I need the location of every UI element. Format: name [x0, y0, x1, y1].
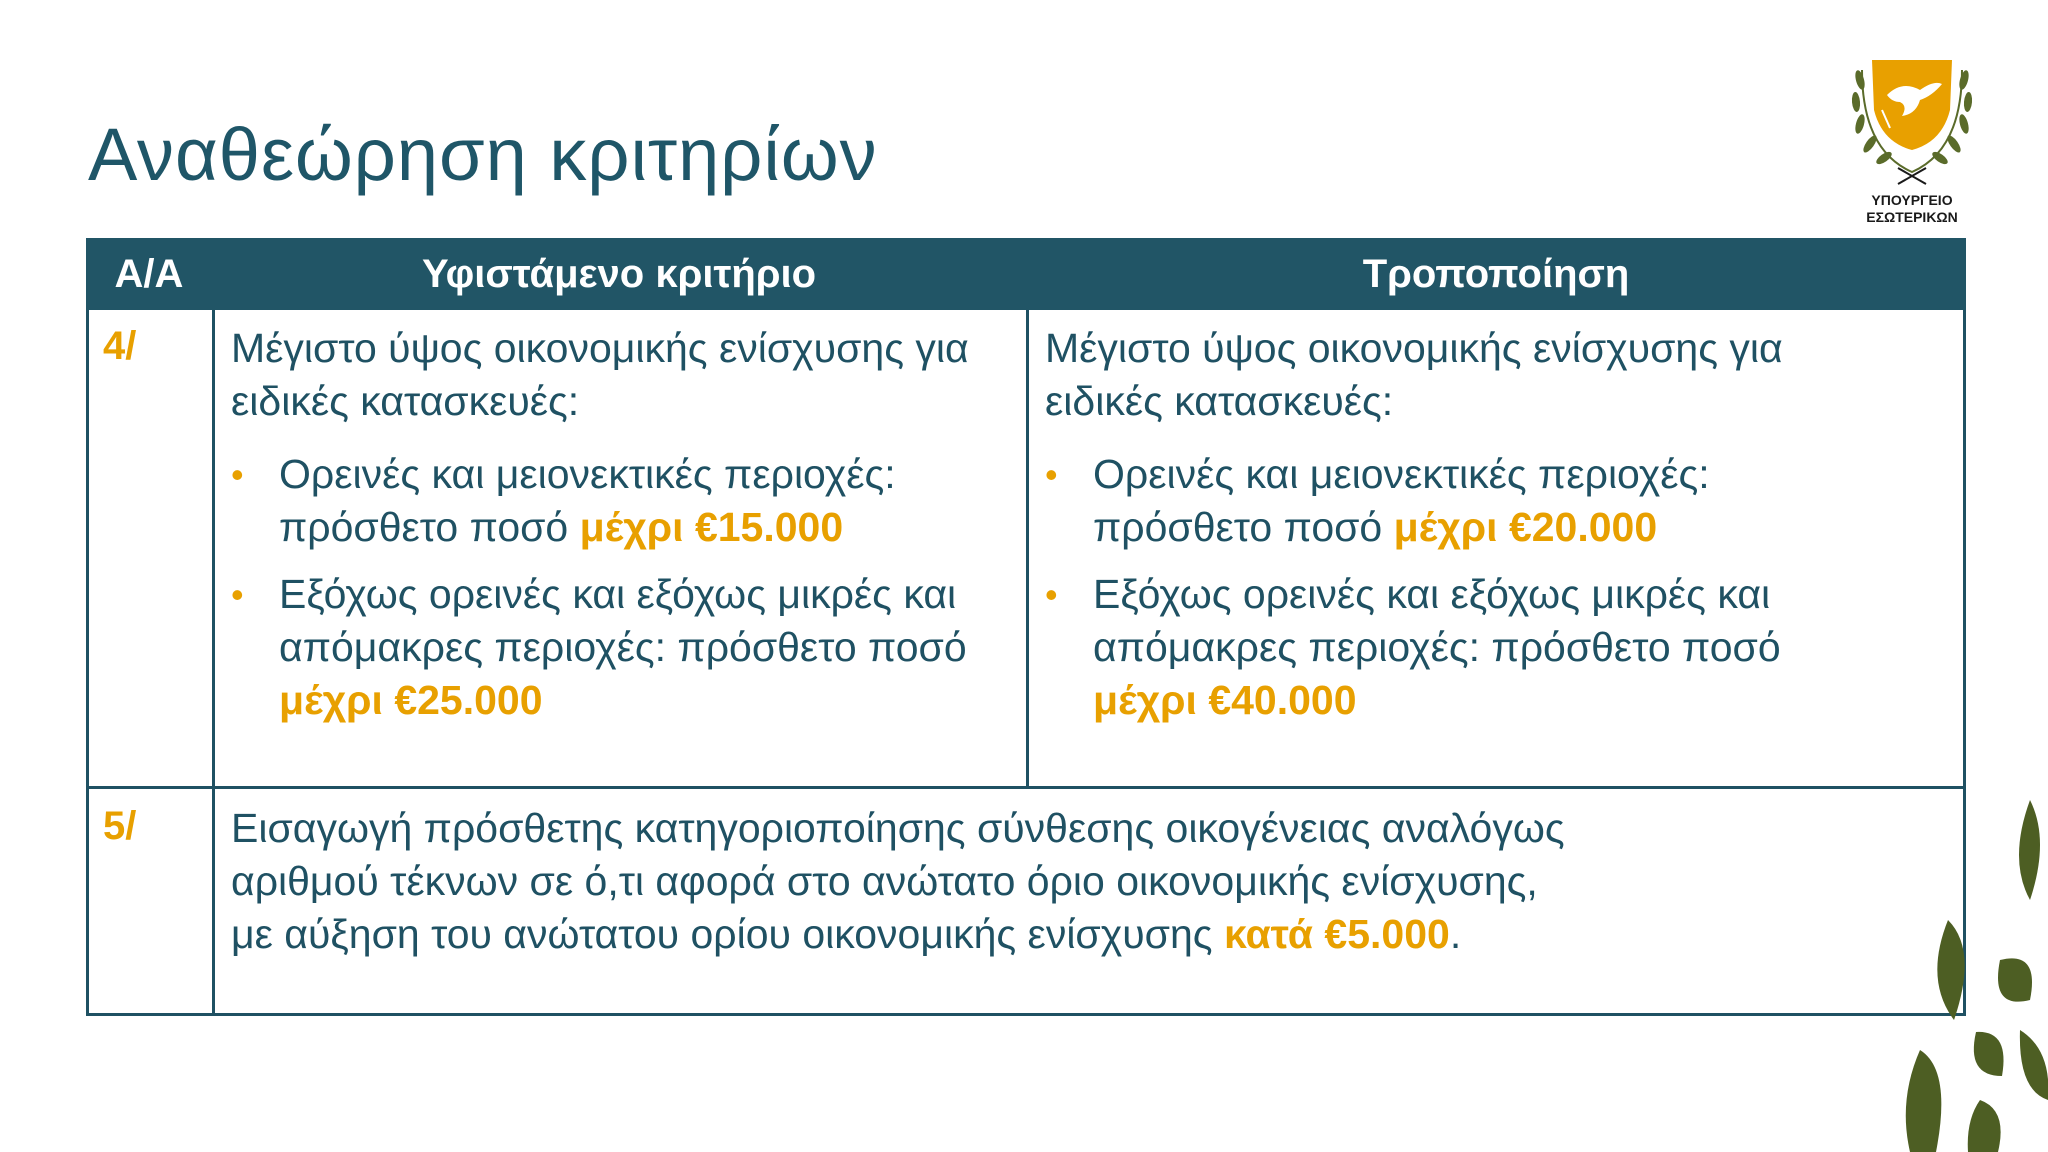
bullet-icon: • [1045, 574, 1058, 615]
ministry-logo [1842, 50, 1982, 230]
ministry-name-line2: ΕΣΩΤΕΡΙΚΩΝ [1866, 209, 1958, 225]
ministry-name [1842, 192, 1982, 226]
column-divider [212, 310, 215, 1013]
table-header [86, 238, 1966, 310]
page-title: Αναθεώρηση κριτηρίων [88, 113, 878, 196]
header-current-criterion: Υφιστάμενο κριτήριο [421, 252, 817, 296]
row-number: 5/ [103, 804, 137, 848]
highlight-amount: μέχρι €40.000 [1093, 677, 1357, 723]
highlight-amount: μέχρι €20.000 [1393, 504, 1658, 550]
row5-line: Εισαγωγή πρόσθετης κατηγοριοποίησης σύνθεσης οικογένειας αναλόγως [231, 805, 1565, 851]
cell-intro: Μέγιστο ύψος οικονομικής ενίσχυσης για ειδικές κατασκευές: [1045, 325, 1783, 424]
highlight-amount: κατά €5.000 [1223, 911, 1450, 957]
row-number: 4/ [103, 324, 137, 368]
list-item [231, 448, 1011, 554]
list-item [231, 568, 1011, 727]
olive-leaves-icon [1880, 800, 2048, 1152]
bullet-icon: • [1045, 454, 1058, 495]
ministry-name-line1: ΥΠΟΥΡΓΕΙΟ [1871, 192, 1953, 208]
highlight-amount: μέχρι €15.000 [579, 504, 844, 550]
row5-line-end: . [1449, 911, 1462, 957]
row5-line [231, 908, 1951, 961]
row5-line: αριθμού τέκνων σε ό,τι αφορά στο ανώτατο όριο οικονομικής ενίσχυσης, [231, 858, 1538, 904]
column-divider [1026, 310, 1029, 788]
bullet-text: Εξόχως ορεινές και εξόχως μικρές και απόμακρες περιοχές: πρόσθετο ποσό [1093, 571, 1781, 670]
list-item [1045, 568, 1805, 727]
bullet-text: Εξόχως ορεινές και εξόχως μικρές και απόμακρες περιοχές: πρόσθετο ποσό [279, 571, 967, 670]
bullet-icon: • [231, 454, 244, 495]
row-divider [89, 786, 1963, 789]
bullet-icon: • [231, 574, 244, 615]
criteria-table [86, 238, 1966, 1016]
row5-cell [231, 802, 1951, 961]
bullet-text: Ορεινές και μειονεκτικές περιοχές: πρόσθετο ποσό [279, 451, 896, 550]
header-amendment: Τροποποίηση [1362, 252, 1630, 296]
current-criterion-cell [231, 322, 1011, 741]
list-item [1045, 448, 1805, 554]
cyprus-coat-of-arms-icon [1842, 50, 1982, 190]
highlight-amount: μέχρι €25.000 [279, 677, 543, 723]
header-aa: Α/Α [114, 252, 184, 296]
bullet-text: Ορεινές και μειονεκτικές περιοχές: πρόσθετο ποσό [1093, 451, 1710, 550]
cell-intro: Μέγιστο ύψος οικονομικής ενίσχυσης για ειδικές κατασκευές: [231, 325, 969, 424]
amendment-cell [1045, 322, 1805, 741]
row5-line-text: με αύξηση του ανώτατου ορίου οικονομικής ενίσχυσης [231, 911, 1224, 957]
